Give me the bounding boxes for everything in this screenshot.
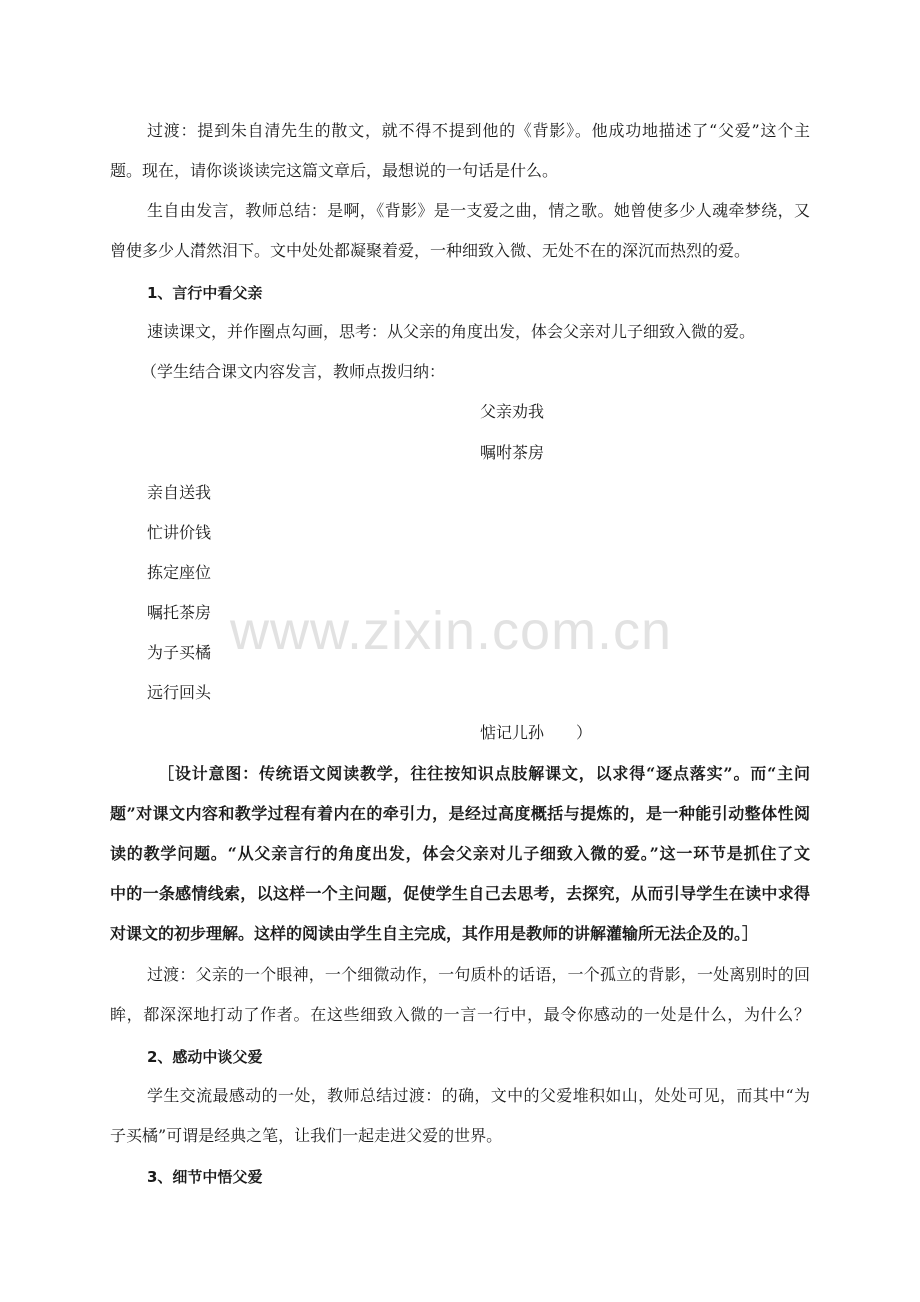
design-intent-line-2: 题”对课文内容和教学过程有着内在的牵引力，是经过高度概括与提炼的，是一种能引动整体性阅 [110,804,810,823]
section-heading-3: 3、细节中悟父爱 [147,1168,263,1186]
paragraph-speed-reading: 速读课文，并作圈点勾画，思考：从父亲的角度出发，体会父亲对儿子细致入微的爱。 [147,322,756,341]
paragraph-teacher-summary-line-1: 生自由发言，教师总结：是啊，《背影》是一支爱之曲，情之歌。她曾使多少人魂牵梦绕，又 [147,201,810,220]
list-item: 亲自送我 [147,483,212,502]
center-item-2: 嘱咐茶房 [480,443,545,462]
center-item-3: 惦记儿孙 ） [480,723,593,742]
center-item-1: 父亲劝我 [480,402,545,421]
paragraph-student-exchange-line-1: 学生交流最感动的一处，教师总结过渡：的确，文中的父爱堆积如山，处处可见，而其中“为 [147,1086,810,1105]
watermark: www.zixin.com.cn [230,601,673,661]
paragraph-teacher-summary-line-2: 曾使多少人潸然泪下。文中处处都凝聚着爱，一种细致入微、无处不在的深沉而热烈的爱。 [110,241,751,260]
paragraph-student-exchange-line-2: 子买橘”可谓是经典之笔，让我们一起走进父爱的世界。 [110,1126,503,1145]
section-heading-2: 2、感动中谈父爱 [147,1048,263,1066]
paragraph-transition-1-line-2: 题。现在，请你谈谈读完这篇文章后，最想说的一句话是什么。 [110,161,559,180]
list-item: 拣定座位 [147,563,212,582]
paragraph-transition-1-line-1: 过渡：提到朱自清先生的散文，就不得不提到他的《背影》。他成功地描述了“父爱”这个主 [147,121,810,140]
list-item: 嘱托茶房 [147,603,212,622]
paragraph-transition-2-line-1: 过渡：父亲的一个眼神，一个细微动作，一句质朴的话语，一个孤立的背影，一处离别时的回 [147,965,810,984]
design-intent-line-1: ［设计意图：传统语文阅读教学，往往按知识点肢解课文，以求得“逐点落实”。而“主问 [158,764,810,783]
design-intent-line-3: 读的教学问题。“从父亲言行的角度出发，体会父亲对儿子细致入微的爱。”这一环节是抓住了文 [110,844,810,863]
list-item: 忙讲价钱 [147,523,212,542]
list-item: 远行回头 [147,683,212,702]
paragraph-student-discussion: （学生结合课文内容发言，教师点拨归纳： [141,362,446,381]
section-heading-1: 1、言行中看父亲 [147,284,263,302]
design-intent-line-5: 对课文的初步理解。这样的阅读由学生自主完成，其作用是教师的讲解灌输所无法企及的。］ [110,924,759,943]
paragraph-transition-2-line-2: 眸，都深深地打动了作者。在这些细致入微的一言一行中，最令你感动的一处是什么，为什么？ [110,1005,810,1024]
design-intent-line-4: 中的一条感情线索，以这样一个主问题，促使学生自己去思考，去探究，从而引导学生在读中求得 [110,884,810,903]
list-item: 为子买橘 [147,643,212,662]
